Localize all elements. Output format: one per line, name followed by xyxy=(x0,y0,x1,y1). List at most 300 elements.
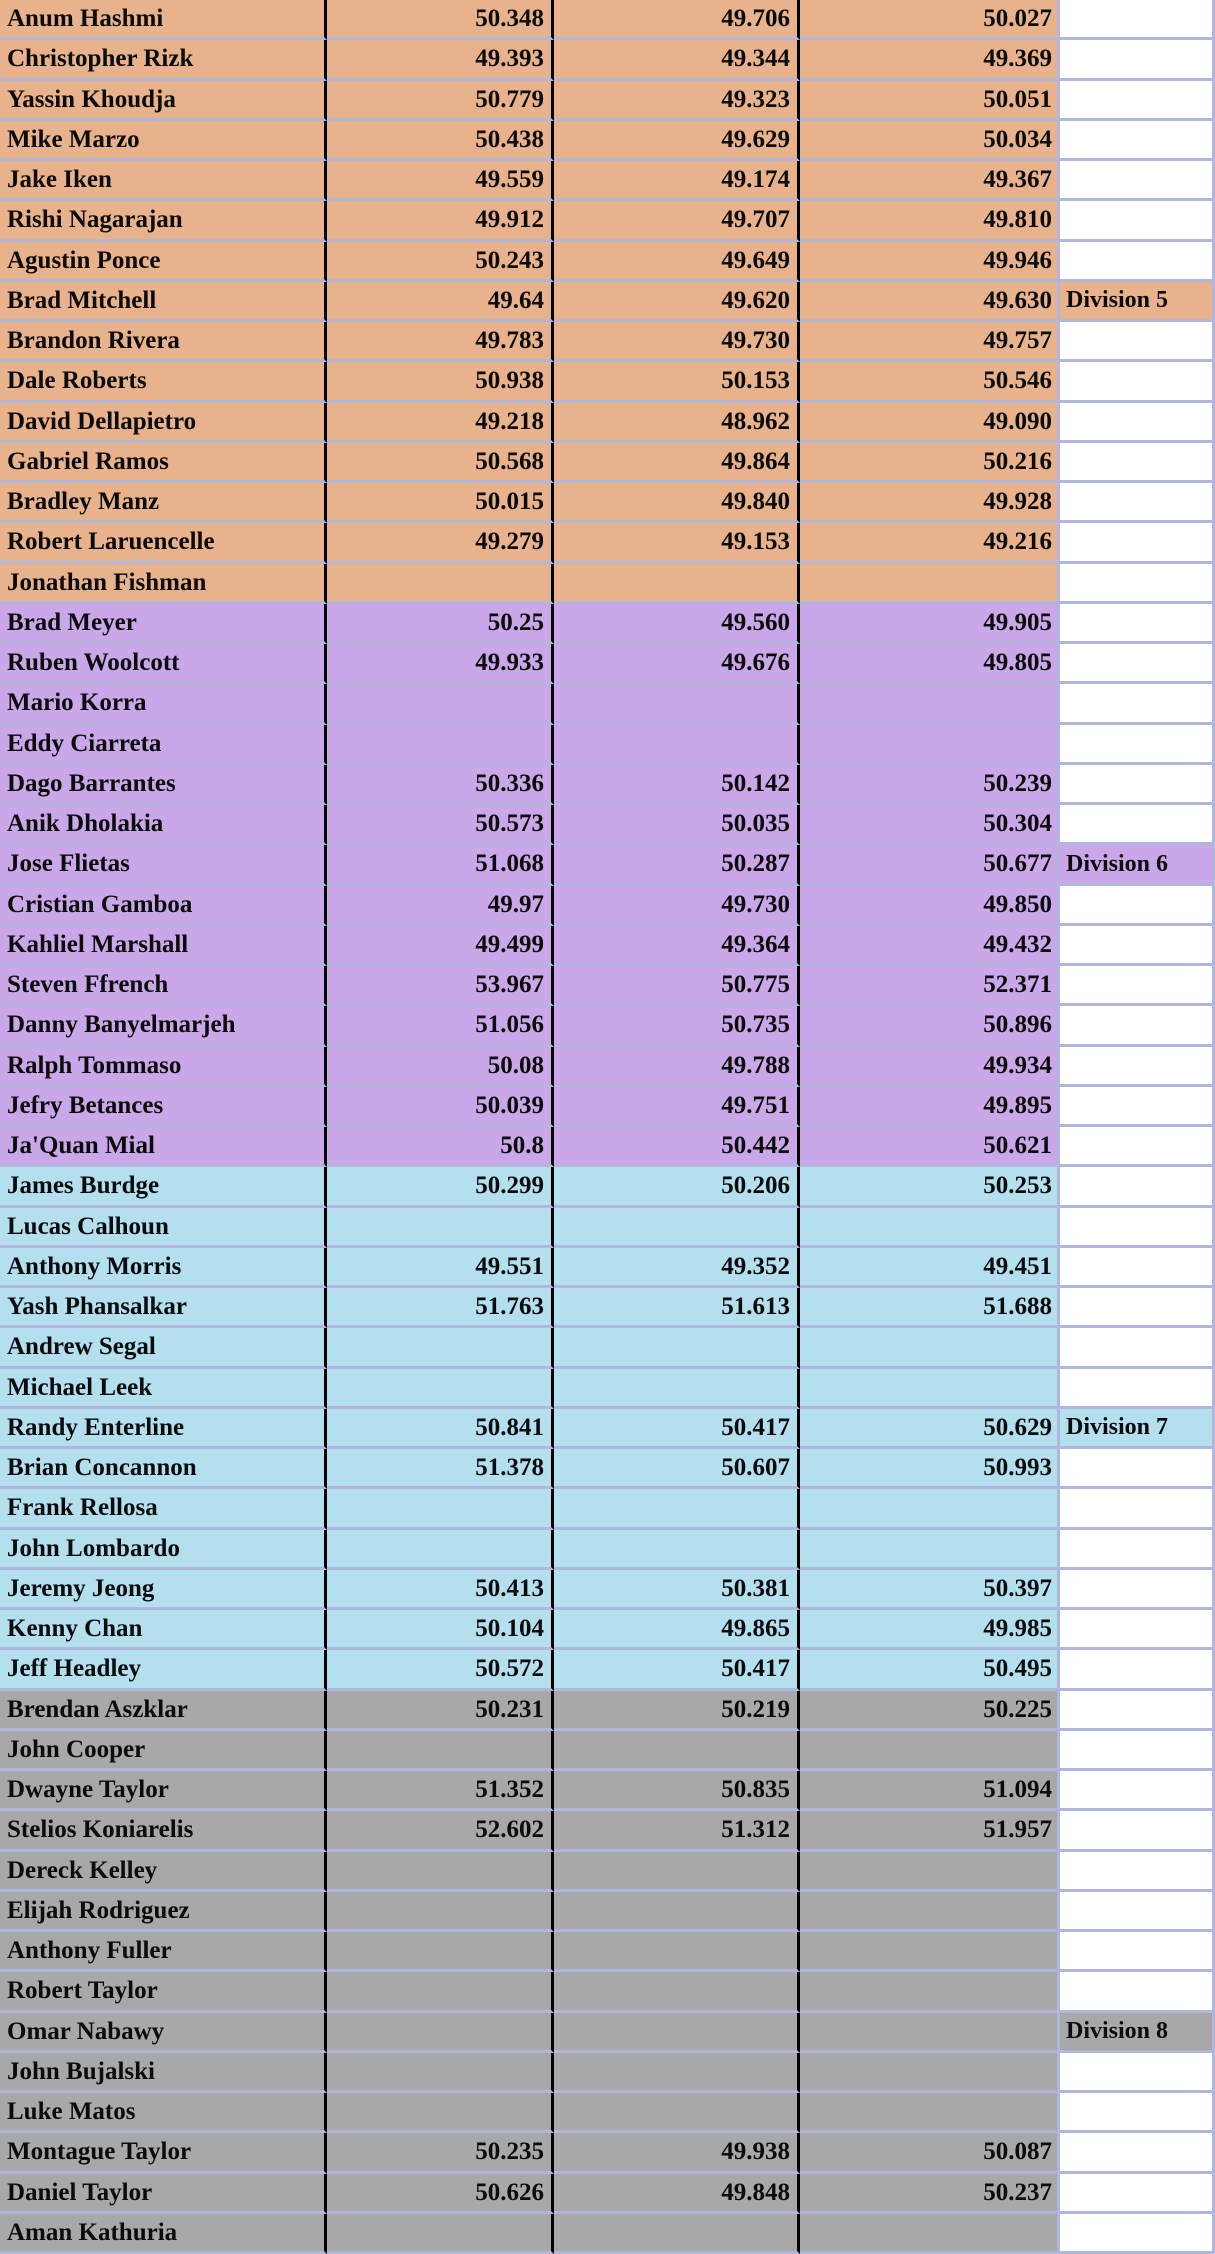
time-1-cell[interactable]: 50.413 xyxy=(327,1570,554,1610)
time-1-cell[interactable] xyxy=(327,684,554,724)
table-row xyxy=(0,242,1215,282)
table-row xyxy=(0,483,1215,523)
average-cell[interactable] xyxy=(800,684,1060,724)
average-cell[interactable]: 49.216 xyxy=(800,523,1060,563)
table-row xyxy=(0,765,1215,805)
time-1-cell[interactable]: 50.841 xyxy=(327,1409,554,1449)
table-row xyxy=(0,443,1215,483)
time-2-cell[interactable]: 49.629 xyxy=(554,121,800,161)
time-1-cell[interactable] xyxy=(327,1731,554,1771)
average-cell[interactable]: 50.546 xyxy=(800,362,1060,402)
time-1-cell[interactable] xyxy=(327,2093,554,2133)
average-cell[interactable]: 49.850 xyxy=(800,886,1060,926)
time-2-cell[interactable]: 49.840 xyxy=(554,483,800,523)
table-row xyxy=(0,1127,1215,1167)
time-2-cell[interactable]: 49.938 xyxy=(554,2133,800,2173)
table-row xyxy=(0,1328,1215,1368)
average-cell[interactable] xyxy=(800,1369,1060,1409)
time-1-cell[interactable]: 49.393 xyxy=(327,40,554,80)
division-cell[interactable] xyxy=(1060,81,1215,121)
division-cell[interactable] xyxy=(1060,0,1215,40)
time-2-cell[interactable]: 49.788 xyxy=(554,1047,800,1087)
time-1-cell[interactable]: 51.763 xyxy=(327,1288,554,1328)
division-cell[interactable] xyxy=(1060,805,1215,845)
time-1-cell[interactable]: 50.08 xyxy=(327,1047,554,1087)
time-1-cell[interactable]: 49.559 xyxy=(327,161,554,201)
time-2-cell[interactable]: 50.775 xyxy=(554,966,800,1006)
time-1-cell[interactable]: 50.104 xyxy=(327,1610,554,1650)
average-cell[interactable]: 50.239 xyxy=(800,765,1060,805)
average-cell[interactable] xyxy=(800,1972,1060,2012)
division-cell[interactable] xyxy=(1060,1852,1215,1892)
average-cell[interactable]: 51.688 xyxy=(800,1288,1060,1328)
average-cell[interactable]: 50.027 xyxy=(800,0,1060,40)
name-cell[interactable]: Randy Enterline xyxy=(0,1409,327,1449)
time-1-cell[interactable]: 49.218 xyxy=(327,403,554,443)
name-cell[interactable]: Jake Iken xyxy=(0,161,327,201)
average-cell[interactable] xyxy=(800,1932,1060,1972)
name-cell[interactable]: Yassin Khoudja xyxy=(0,81,327,121)
time-1-cell[interactable]: 50.231 xyxy=(327,1691,554,1731)
time-2-cell[interactable] xyxy=(554,1932,800,1972)
division-cell[interactable] xyxy=(1060,684,1215,724)
time-2-cell[interactable]: 49.848 xyxy=(554,2174,800,2214)
table-row xyxy=(0,805,1215,845)
name-cell[interactable]: Luke Matos xyxy=(0,2093,327,2133)
table-row xyxy=(0,1087,1215,1127)
average-cell[interactable]: 49.805 xyxy=(800,644,1060,684)
division-cell[interactable] xyxy=(1060,1449,1215,1489)
time-1-cell[interactable]: 49.783 xyxy=(327,322,554,362)
average-cell[interactable]: 51.094 xyxy=(800,1771,1060,1811)
table-row xyxy=(0,1047,1215,1087)
time-2-cell[interactable] xyxy=(554,684,800,724)
time-2-cell[interactable]: 51.312 xyxy=(554,1811,800,1851)
division-cell[interactable] xyxy=(1060,1087,1215,1127)
time-1-cell[interactable]: 49.912 xyxy=(327,201,554,241)
time-1-cell[interactable]: 50.348 xyxy=(327,0,554,40)
average-cell[interactable]: 49.985 xyxy=(800,1610,1060,1650)
average-cell[interactable] xyxy=(800,2053,1060,2093)
average-cell[interactable]: 49.369 xyxy=(800,40,1060,80)
average-cell[interactable]: 49.895 xyxy=(800,1087,1060,1127)
name-cell[interactable]: Brendan Aszklar xyxy=(0,1691,327,1731)
name-cell[interactable]: Christopher Rizk xyxy=(0,40,327,80)
time-2-cell[interactable]: 49.864 xyxy=(554,443,800,483)
average-cell[interactable]: 49.757 xyxy=(800,322,1060,362)
name-cell[interactable]: Stelios Koniarelis xyxy=(0,1811,327,1851)
division-cell[interactable] xyxy=(1060,322,1215,362)
average-cell[interactable]: 50.237 xyxy=(800,2174,1060,2214)
time-2-cell[interactable] xyxy=(554,1328,800,1368)
division-cell[interactable] xyxy=(1060,2093,1215,2133)
name-cell[interactable]: Steven Ffrench xyxy=(0,966,327,1006)
name-cell[interactable]: Yash Phansalkar xyxy=(0,1288,327,1328)
division-cell[interactable] xyxy=(1060,1610,1215,1650)
name-cell[interactable]: Jeff Headley xyxy=(0,1650,327,1690)
time-2-cell[interactable]: 50.735 xyxy=(554,1006,800,1046)
time-1-cell[interactable] xyxy=(327,2013,554,2053)
average-cell[interactable]: 51.957 xyxy=(800,1811,1060,1851)
time-2-cell[interactable] xyxy=(554,2013,800,2053)
division-cell[interactable] xyxy=(1060,725,1215,765)
name-cell[interactable]: Kenny Chan xyxy=(0,1610,327,1650)
name-cell[interactable]: Daniel Taylor xyxy=(0,2174,327,2214)
time-2-cell[interactable]: 49.174 xyxy=(554,161,800,201)
time-2-cell[interactable] xyxy=(554,1972,800,2012)
time-1-cell[interactable] xyxy=(327,725,554,765)
time-2-cell[interactable]: 49.865 xyxy=(554,1610,800,1650)
name-cell[interactable]: Bradley Manz xyxy=(0,483,327,523)
division-cell[interactable] xyxy=(1060,1328,1215,1368)
time-2-cell[interactable]: 50.417 xyxy=(554,1650,800,1690)
time-2-cell[interactable]: 49.352 xyxy=(554,1248,800,1288)
division-cell[interactable] xyxy=(1060,1208,1215,1248)
average-cell[interactable] xyxy=(800,1731,1060,1771)
division-cell[interactable] xyxy=(1060,1892,1215,1932)
division-cell[interactable] xyxy=(1060,201,1215,241)
name-cell[interactable]: Eddy Ciarreta xyxy=(0,725,327,765)
name-cell[interactable]: Kahliel Marshall xyxy=(0,926,327,966)
division-cell[interactable] xyxy=(1060,1731,1215,1771)
name-cell[interactable]: Elijah Rodriguez xyxy=(0,1892,327,1932)
name-cell[interactable]: Brandon Rivera xyxy=(0,322,327,362)
time-1-cell[interactable]: 51.352 xyxy=(327,1771,554,1811)
average-cell[interactable]: 49.810 xyxy=(800,201,1060,241)
division-cell[interactable] xyxy=(1060,765,1215,805)
time-2-cell[interactable]: 49.751 xyxy=(554,1087,800,1127)
average-cell[interactable]: 50.225 xyxy=(800,1691,1060,1731)
time-1-cell[interactable] xyxy=(327,2214,554,2254)
average-cell[interactable]: 49.451 xyxy=(800,1248,1060,1288)
time-2-cell[interactable] xyxy=(554,1208,800,1248)
division-cell[interactable] xyxy=(1060,1489,1215,1529)
average-cell[interactable]: 49.928 xyxy=(800,483,1060,523)
name-cell[interactable]: Agustin Ponce xyxy=(0,242,327,282)
division-cell[interactable] xyxy=(1060,1248,1215,1288)
average-cell[interactable]: 50.087 xyxy=(800,2133,1060,2173)
name-cell[interactable]: Brian Concannon xyxy=(0,1449,327,1489)
time-1-cell[interactable] xyxy=(327,1852,554,1892)
time-1-cell[interactable]: 50.438 xyxy=(327,121,554,161)
table-row xyxy=(0,121,1215,161)
time-2-cell[interactable]: 49.730 xyxy=(554,886,800,926)
average-cell[interactable]: 49.905 xyxy=(800,604,1060,644)
table-row xyxy=(0,362,1215,402)
time-1-cell[interactable]: 49.64 xyxy=(327,282,554,322)
time-1-cell[interactable]: 50.25 xyxy=(327,604,554,644)
division-cell[interactable] xyxy=(1060,403,1215,443)
time-2-cell[interactable]: 50.835 xyxy=(554,1771,800,1811)
table-row xyxy=(0,1731,1215,1771)
time-1-cell[interactable]: 50.568 xyxy=(327,443,554,483)
name-cell[interactable]: Ja'Quan Mial xyxy=(0,1127,327,1167)
time-2-cell[interactable] xyxy=(554,1530,800,1570)
time-1-cell[interactable] xyxy=(327,1892,554,1932)
name-cell[interactable]: Omar Nabawy xyxy=(0,2013,327,2053)
average-cell[interactable]: 50.397 xyxy=(800,1570,1060,1610)
division-cell[interactable] xyxy=(1060,1570,1215,1610)
time-2-cell[interactable]: 49.707 xyxy=(554,201,800,241)
average-cell[interactable] xyxy=(800,2214,1060,2254)
average-cell[interactable] xyxy=(800,564,1060,604)
time-2-cell[interactable]: 48.962 xyxy=(554,403,800,443)
name-cell[interactable]: Montague Taylor xyxy=(0,2133,327,2173)
average-cell[interactable]: 49.432 xyxy=(800,926,1060,966)
division-cell[interactable] xyxy=(1060,926,1215,966)
time-2-cell[interactable]: 50.417 xyxy=(554,1409,800,1449)
division-cell[interactable] xyxy=(1060,1691,1215,1731)
table-row xyxy=(0,1530,1215,1570)
time-1-cell[interactable]: 51.068 xyxy=(327,845,554,885)
name-cell[interactable]: Jefry Betances xyxy=(0,1087,327,1127)
average-cell[interactable] xyxy=(800,1530,1060,1570)
division-cell[interactable] xyxy=(1060,523,1215,563)
time-1-cell[interactable]: 52.602 xyxy=(327,1811,554,1851)
division-cell[interactable]: Division 7 xyxy=(1060,1409,1215,1449)
name-cell[interactable]: Cristian Gamboa xyxy=(0,886,327,926)
time-1-cell[interactable]: 50.572 xyxy=(327,1650,554,1690)
average-cell[interactable] xyxy=(800,1208,1060,1248)
time-2-cell[interactable]: 50.153 xyxy=(554,362,800,402)
division-cell[interactable] xyxy=(1060,1047,1215,1087)
name-cell[interactable]: Brad Meyer xyxy=(0,604,327,644)
time-2-cell[interactable] xyxy=(554,2053,800,2093)
name-cell[interactable]: Danny Banyelmarjeh xyxy=(0,1006,327,1046)
name-cell[interactable]: John Cooper xyxy=(0,1731,327,1771)
average-cell[interactable] xyxy=(800,2093,1060,2133)
time-1-cell[interactable]: 50.243 xyxy=(327,242,554,282)
average-cell[interactable]: 49.090 xyxy=(800,403,1060,443)
name-cell[interactable]: Robert Taylor xyxy=(0,1972,327,2012)
name-cell[interactable]: James Burdge xyxy=(0,1167,327,1207)
time-2-cell[interactable] xyxy=(554,1852,800,1892)
division-cell[interactable] xyxy=(1060,1811,1215,1851)
time-1-cell[interactable] xyxy=(327,1208,554,1248)
average-cell[interactable]: 50.304 xyxy=(800,805,1060,845)
division-cell[interactable] xyxy=(1060,1127,1215,1167)
time-1-cell[interactable]: 49.933 xyxy=(327,644,554,684)
average-cell[interactable]: 50.495 xyxy=(800,1650,1060,1690)
time-2-cell[interactable]: 50.381 xyxy=(554,1570,800,1610)
time-1-cell[interactable]: 50.573 xyxy=(327,805,554,845)
name-cell[interactable]: Gabriel Ramos xyxy=(0,443,327,483)
table-row xyxy=(0,282,1215,322)
division-cell[interactable] xyxy=(1060,121,1215,161)
name-cell[interactable]: Jeremy Jeong xyxy=(0,1570,327,1610)
time-2-cell[interactable] xyxy=(554,2214,800,2254)
average-cell[interactable]: 49.934 xyxy=(800,1047,1060,1087)
average-cell[interactable] xyxy=(800,1852,1060,1892)
time-2-cell[interactable] xyxy=(554,564,800,604)
time-1-cell[interactable]: 49.499 xyxy=(327,926,554,966)
time-1-cell[interactable]: 50.299 xyxy=(327,1167,554,1207)
average-cell[interactable] xyxy=(800,1328,1060,1368)
time-1-cell[interactable] xyxy=(327,1369,554,1409)
name-cell[interactable]: Anthony Morris xyxy=(0,1248,327,1288)
division-cell[interactable] xyxy=(1060,443,1215,483)
time-2-cell[interactable]: 49.649 xyxy=(554,242,800,282)
division-cell[interactable]: Division 5 xyxy=(1060,282,1215,322)
time-2-cell[interactable]: 49.344 xyxy=(554,40,800,80)
average-cell[interactable]: 50.629 xyxy=(800,1409,1060,1449)
time-2-cell[interactable]: 49.560 xyxy=(554,604,800,644)
time-2-cell[interactable] xyxy=(554,1892,800,1932)
time-2-cell[interactable]: 49.706 xyxy=(554,0,800,40)
average-cell[interactable]: 50.677 xyxy=(800,845,1060,885)
time-1-cell[interactable]: 50.039 xyxy=(327,1087,554,1127)
name-cell[interactable]: Michael Leek xyxy=(0,1369,327,1409)
average-cell[interactable]: 50.896 xyxy=(800,1006,1060,1046)
division-cell[interactable] xyxy=(1060,1771,1215,1811)
time-1-cell[interactable] xyxy=(327,1932,554,1972)
average-cell[interactable] xyxy=(800,1892,1060,1932)
time-1-cell[interactable]: 50.938 xyxy=(327,362,554,402)
average-cell[interactable] xyxy=(800,725,1060,765)
time-1-cell[interactable]: 50.015 xyxy=(327,483,554,523)
division-cell[interactable] xyxy=(1060,2174,1215,2214)
average-cell[interactable]: 50.621 xyxy=(800,1127,1060,1167)
time-1-cell[interactable]: 49.279 xyxy=(327,523,554,563)
table-row xyxy=(0,1369,1215,1409)
time-2-cell[interactable]: 50.035 xyxy=(554,805,800,845)
division-cell[interactable] xyxy=(1060,886,1215,926)
time-1-cell[interactable]: 51.056 xyxy=(327,1006,554,1046)
average-cell[interactable] xyxy=(800,1489,1060,1529)
name-cell[interactable]: Mike Marzo xyxy=(0,121,327,161)
name-cell[interactable]: Andrew Segal xyxy=(0,1328,327,1368)
time-2-cell[interactable]: 50.206 xyxy=(554,1167,800,1207)
time-1-cell[interactable]: 51.378 xyxy=(327,1449,554,1489)
average-cell[interactable]: 50.051 xyxy=(800,81,1060,121)
time-2-cell[interactable]: 49.620 xyxy=(554,282,800,322)
division-cell[interactable] xyxy=(1060,483,1215,523)
name-cell[interactable]: Dwayne Taylor xyxy=(0,1771,327,1811)
name-cell[interactable]: John Bujalski xyxy=(0,2053,327,2093)
average-cell[interactable]: 49.630 xyxy=(800,282,1060,322)
table-row xyxy=(0,564,1215,604)
time-2-cell[interactable]: 49.323 xyxy=(554,81,800,121)
time-2-cell[interactable]: 50.219 xyxy=(554,1691,800,1731)
division-cell[interactable] xyxy=(1060,242,1215,282)
time-2-cell[interactable] xyxy=(554,725,800,765)
time-2-cell[interactable] xyxy=(554,2093,800,2133)
name-cell[interactable]: Robert Laruencelle xyxy=(0,523,327,563)
time-2-cell[interactable]: 50.142 xyxy=(554,765,800,805)
time-1-cell[interactable]: 50.626 xyxy=(327,2174,554,2214)
time-1-cell[interactable]: 49.551 xyxy=(327,1248,554,1288)
table-row xyxy=(0,2214,1215,2254)
time-2-cell[interactable] xyxy=(554,1489,800,1529)
division-cell[interactable] xyxy=(1060,1932,1215,1972)
division-cell[interactable] xyxy=(1060,2214,1215,2254)
name-cell[interactable]: Anthony Fuller xyxy=(0,1932,327,1972)
division-cell[interactable] xyxy=(1060,1972,1215,2012)
division-cell[interactable] xyxy=(1060,1369,1215,1409)
time-2-cell[interactable]: 51.613 xyxy=(554,1288,800,1328)
name-cell[interactable]: Mario Korra xyxy=(0,684,327,724)
average-cell[interactable]: 50.993 xyxy=(800,1449,1060,1489)
division-cell[interactable] xyxy=(1060,161,1215,201)
division-cell[interactable] xyxy=(1060,564,1215,604)
name-cell[interactable]: Anik Dholakia xyxy=(0,805,327,845)
time-1-cell[interactable]: 49.97 xyxy=(327,886,554,926)
name-cell[interactable]: Frank Rellosa xyxy=(0,1489,327,1529)
name-cell[interactable]: Brad Mitchell xyxy=(0,282,327,322)
time-2-cell[interactable] xyxy=(554,1369,800,1409)
division-cell[interactable]: Division 8 xyxy=(1060,2013,1215,2053)
division-cell[interactable] xyxy=(1060,1006,1215,1046)
time-1-cell[interactable]: 53.967 xyxy=(327,966,554,1006)
time-1-cell[interactable] xyxy=(327,1972,554,2012)
division-cell[interactable] xyxy=(1060,966,1215,1006)
time-2-cell[interactable]: 50.442 xyxy=(554,1127,800,1167)
average-cell[interactable] xyxy=(800,2013,1060,2053)
division-cell[interactable]: Division 6 xyxy=(1060,845,1215,885)
name-cell[interactable]: Aman Kathuria xyxy=(0,2214,327,2254)
time-2-cell[interactable]: 49.676 xyxy=(554,644,800,684)
name-cell[interactable]: Anum Hashmi xyxy=(0,0,327,40)
time-2-cell[interactable]: 49.364 xyxy=(554,926,800,966)
average-cell[interactable]: 50.216 xyxy=(800,443,1060,483)
division-cell[interactable] xyxy=(1060,1288,1215,1328)
name-cell[interactable]: John Lombardo xyxy=(0,1530,327,1570)
name-cell[interactable]: Dereck Kelley xyxy=(0,1852,327,1892)
division-cell[interactable] xyxy=(1060,2133,1215,2173)
time-1-cell[interactable]: 50.779 xyxy=(327,81,554,121)
division-cell[interactable] xyxy=(1060,2053,1215,2093)
division-cell[interactable] xyxy=(1060,40,1215,80)
name-cell[interactable]: Ruben Woolcott xyxy=(0,644,327,684)
division-cell[interactable] xyxy=(1060,604,1215,644)
table-row xyxy=(0,40,1215,80)
time-1-cell[interactable] xyxy=(327,564,554,604)
time-1-cell[interactable]: 50.8 xyxy=(327,1127,554,1167)
time-2-cell[interactable]: 49.153 xyxy=(554,523,800,563)
average-cell[interactable]: 49.367 xyxy=(800,161,1060,201)
time-1-cell[interactable] xyxy=(327,1530,554,1570)
time-2-cell[interactable]: 50.287 xyxy=(554,845,800,885)
time-1-cell[interactable]: 50.235 xyxy=(327,2133,554,2173)
division-cell[interactable] xyxy=(1060,1167,1215,1207)
table-row xyxy=(0,1006,1215,1046)
average-cell[interactable]: 52.371 xyxy=(800,966,1060,1006)
time-1-cell[interactable]: 50.336 xyxy=(327,765,554,805)
division-cell[interactable] xyxy=(1060,1530,1215,1570)
name-cell[interactable]: Ralph Tommaso xyxy=(0,1047,327,1087)
time-2-cell[interactable]: 50.607 xyxy=(554,1449,800,1489)
time-1-cell[interactable] xyxy=(327,1489,554,1529)
time-1-cell[interactable] xyxy=(327,2053,554,2093)
name-cell[interactable]: Jose Flietas xyxy=(0,845,327,885)
average-cell[interactable]: 50.034 xyxy=(800,121,1060,161)
name-cell[interactable]: Dale Roberts xyxy=(0,362,327,402)
name-cell[interactable]: Jonathan Fishman xyxy=(0,564,327,604)
time-2-cell[interactable]: 49.730 xyxy=(554,322,800,362)
division-cell[interactable] xyxy=(1060,1650,1215,1690)
name-cell[interactable]: Dago Barrantes xyxy=(0,765,327,805)
name-cell[interactable]: David Dellapietro xyxy=(0,403,327,443)
division-cell[interactable] xyxy=(1060,644,1215,684)
average-cell[interactable]: 50.253 xyxy=(800,1167,1060,1207)
name-cell[interactable]: Lucas Calhoun xyxy=(0,1208,327,1248)
table-row xyxy=(0,1409,1215,1449)
time-2-cell[interactable] xyxy=(554,1731,800,1771)
name-cell[interactable]: Rishi Nagarajan xyxy=(0,201,327,241)
average-cell[interactable]: 49.946 xyxy=(800,242,1060,282)
time-1-cell[interactable] xyxy=(327,1328,554,1368)
division-cell[interactable] xyxy=(1060,362,1215,402)
